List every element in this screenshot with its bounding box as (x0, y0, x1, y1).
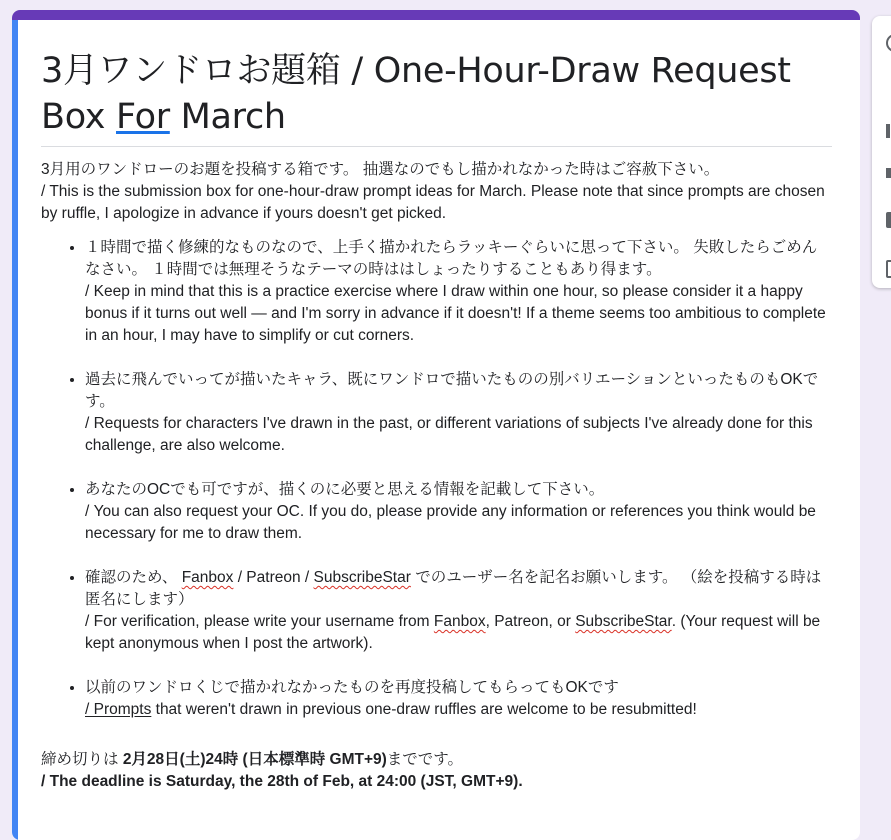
rule-en: / Requests for characters I've drawn in the past, or different variations of subjects I've already done for this challenge, are also welcome. (85, 415, 813, 454)
rule-en: / Keep in mind that this is a practice exercise where I draw within one hour, so please consider it a happy bonus if it turns out well — and I'm sorry in advance if it doesn't! If a theme seems too ambitious to complete in an hour, I may have to simplify or cut corners. (85, 283, 826, 344)
add-title-icon[interactable] (886, 168, 891, 178)
deadline-jp-date: 2月28日(土)24時 (日本標準時 GMT+9) (122, 751, 387, 768)
add-video-icon[interactable] (886, 260, 891, 278)
add-image-icon[interactable] (886, 212, 891, 228)
rule-jp: １時間で描く修練的なものなので、上手く描かれたらラッキーぐらいに思って下さい。 失敗したらごめんなさい。 １時間では無理そうなテーマの時ははしょったりすることもあり得ます。 (85, 239, 818, 278)
add-question-icon[interactable] (886, 34, 891, 52)
spellcheck-word: Fanbox (181, 569, 234, 586)
deadline-jp (41, 749, 832, 771)
rule-en-pre: / For verification, please write your username from (85, 613, 434, 630)
focus-indicator-bar (12, 20, 18, 840)
spellcheck-word: SubscribeStar (313, 569, 411, 586)
rule-item (85, 369, 832, 457)
rule-item (85, 479, 832, 545)
rule-item (85, 237, 832, 347)
rule-jp: あなたのOCでも可ですが、描くのに必要と思える情報を記載して下さい。 (85, 481, 605, 498)
spellcheck-word: SubscribeStar (575, 613, 672, 630)
rule-jp: 過去に飛んでいってが描いたキャラ、既にワンドロで描いたものの別バリエーションといったものもOKです。 (85, 371, 819, 410)
form-title-part2: March (169, 97, 286, 137)
rule-en-mid: , Patreon, or (485, 613, 576, 630)
form-header-content (41, 20, 832, 793)
form-header-card (12, 10, 860, 840)
deadline-jp-pre: 締め切りは (41, 751, 123, 768)
rule-en: / You can also request your OC. If you do, please provide any information or references you think would be necessary for me to draw them. (85, 503, 816, 542)
import-questions-icon[interactable] (886, 124, 890, 138)
form-description[interactable] (41, 159, 832, 793)
rule-jp-post: でのユーザー名を記名お願いします。 （絵を投稿する時は匿名にします） (85, 569, 822, 608)
form-title-for: For (116, 97, 170, 137)
rule-jp-pre: 確認のため、 (85, 569, 182, 586)
deadline-block (41, 749, 832, 793)
rules-list (41, 237, 832, 721)
prompts-underlined-text: / Prompts (85, 701, 152, 718)
intro-jp: 3月用のワンドローのお題を投稿する箱です。 抽選なのでもし描かれなかった時はご容赦下さい。 (41, 161, 720, 178)
rule-en-rest: that weren't drawn in previous one-draw ruffles are welcome to be resubmitted! (151, 701, 697, 718)
rule-item (85, 677, 832, 721)
theme-color-bar (12, 10, 860, 20)
deadline-en: / The deadline is Saturday, the 28th of Feb, at 24:00 (JST, GMT+9). (41, 773, 523, 790)
deadline-jp-post: までです。 (386, 751, 464, 768)
form-title[interactable] (41, 48, 832, 147)
rule-en-post: . (Your request will be kept anonymous when I post the artwork). (85, 613, 821, 652)
floating-toolbar (872, 16, 891, 288)
form-title-part1: 3月ワンドロお題箱 / One-Hour-Draw Request Box (41, 51, 791, 137)
spellcheck-word: Fanbox (433, 613, 486, 630)
rule-jp: 以前のワンドロくじで描かれなかったものを再度投稿してもらってもOKです (85, 679, 619, 696)
rule-item (85, 567, 832, 655)
rule-jp-mid: / Patreon / (233, 569, 314, 586)
intro-en: / This is the submission box for one-hour-draw prompt ideas for March. Please note that since prompts are chosen by ruffle, I apologize in advance if yours doesn't get picked. (41, 183, 825, 222)
